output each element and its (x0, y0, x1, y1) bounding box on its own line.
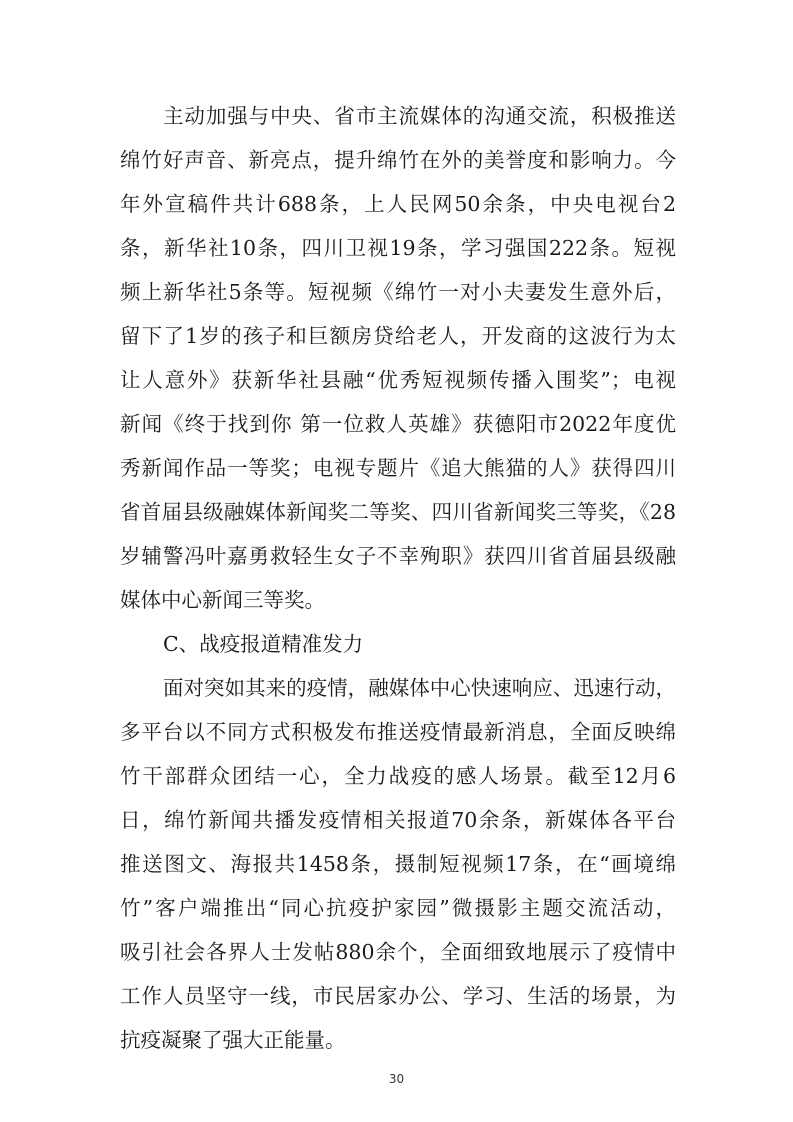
section-heading: C、战疫报道精准发力 (163, 632, 364, 656)
paragraph-1-line-7: 让人意外》获新华社县融“优秀短视频传播入围奖”；电视 (120, 368, 676, 392)
paragraph-1-line-4: 条，新华社10条，四川卫视19条，学习强国222条。短视 (120, 236, 676, 260)
paragraph-2-line-3: 竹干部群众团结一心，全力战疫的感人场景。截至12月6 (120, 764, 676, 788)
paragraph-2-line-9: 抗疫凝聚了强大正能量。 (120, 1028, 346, 1052)
paragraph-1-line-10: 省首届县级融媒体新闻奖二等奖、四川省新闻奖三等奖，《28 (120, 500, 676, 524)
paragraph-1-line-8: 新闻《终于找到你 第一位救人英雄》获德阳市2022年度优 (120, 412, 676, 436)
page-number: 30 (388, 1072, 405, 1086)
paragraph-1-line-12: 媒体中心新闻三等奖。 (120, 588, 325, 612)
paragraph-2-line-6: 竹”客户端推出“同心抗疫护家园”微摄影主题交流活动， (120, 896, 676, 920)
paragraph-2-line-2: 多平台以不同方式积极发布推送疫情最新消息，全面反映绵 (120, 720, 676, 744)
paragraph-1-line-2: 绵竹好声音、新亮点，提升绵竹在外的美誉度和影响力。今 (120, 148, 676, 172)
paragraph-1-line-5: 频上新华社5条等。短视频《绵竹一对小夫妻发生意外后， (120, 280, 676, 304)
paragraph-2-line-8: 工作人员坚守一线，市民居家办公、学习、生活的场景，为 (120, 984, 676, 1008)
paragraph-2-line-1: 面对突如其来的疫情，融媒体中心快速响应、迅速行动， (163, 676, 676, 700)
paragraph-1-line-1: 主动加强与中央、省市主流媒体的沟通交流，积极推送 (163, 104, 676, 128)
paragraph-2-line-4: 日，绵竹新闻共播发疫情相关报道70余条，新媒体各平台 (120, 808, 676, 832)
paragraph-2-line-5: 推送图文、海报共1458条，摄制短视频17条，在“画境绵 (120, 852, 676, 876)
paragraph-1-line-9: 秀新闻作品一等奖；电视专题片《追大熊猫的人》获得四川 (120, 456, 676, 480)
paragraph-1-line-6: 留下了1岁的孩子和巨额房贷给老人，开发商的这波行为太 (120, 324, 676, 348)
paragraph-1-line-3: 年外宣稿件共计688条，上人民网50余条，中央电视台2 (120, 192, 676, 216)
paragraph-1-line-11: 岁辅警冯叶嘉勇救轻生女子不幸殉职》获四川省首届县级融 (120, 544, 676, 568)
paragraph-2-line-7: 吸引社会各界人士发帖880余个，全面细致地展示了疫情中 (120, 940, 676, 964)
